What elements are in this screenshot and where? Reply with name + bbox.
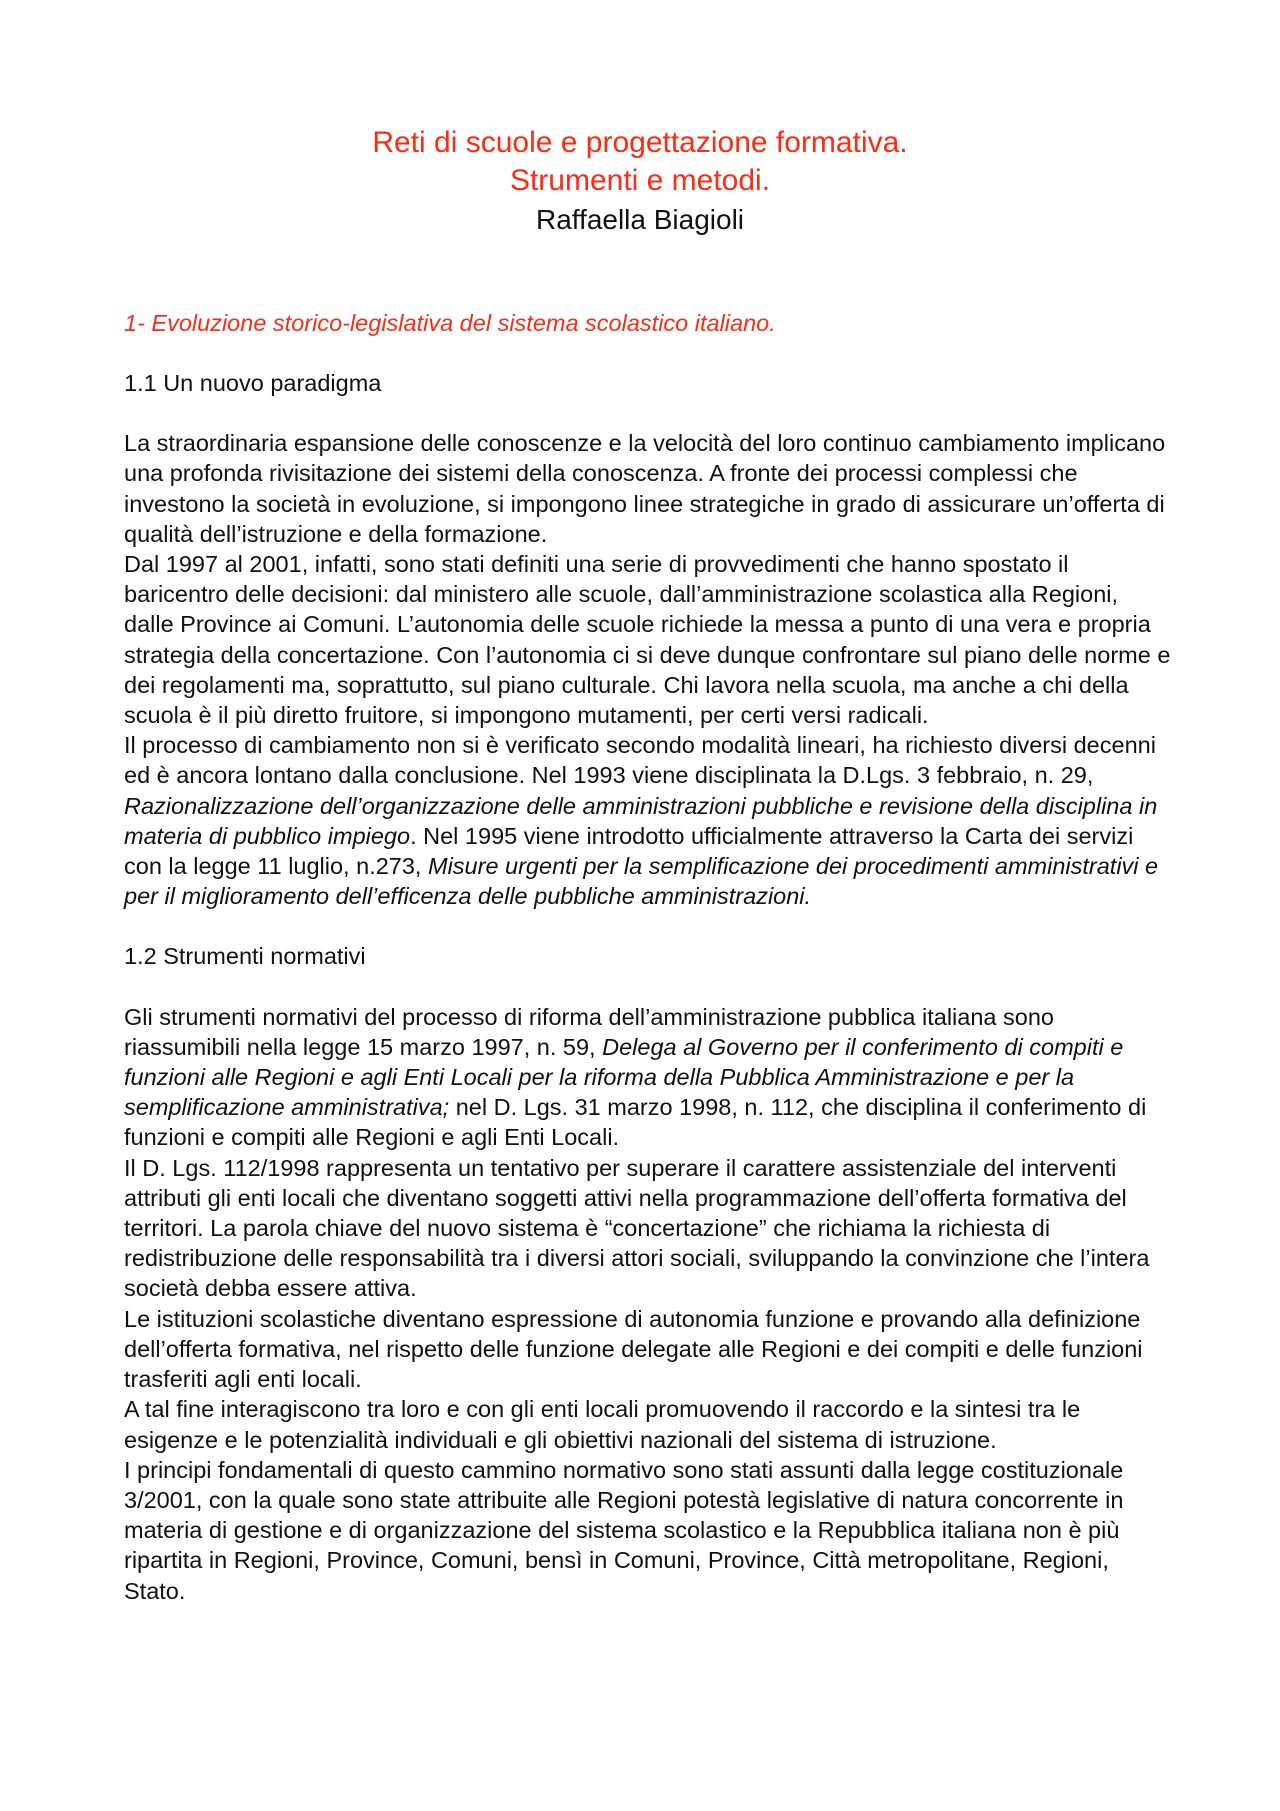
document-title-line-2: Strumenti e metodi. xyxy=(509,164,771,197)
paragraph-1-2-2: Il D. Lgs. 112/1998 rappresenta un tentativo per superare il carattere assistenziale del interventi attributi gli enti locali che diventano soggetti attivi nella programmazione dell’offerta formativa del territori. La parola chiave del nuovo sistema è “concertazione” che richiama la richiesta di redistribuzione delle responsabilità tra i diversi attori sociali, sviluppando la convinzione che l’intera società debba essere attiva. xyxy=(124,1154,1150,1302)
paragraph-1-2-4: A tal fine interagiscono tra loro e con gli enti locali promuovendo il raccordo e la sintesi tra le esigenze e le potenzialità individuali e gli obiettivi nazionali del sistema di istruzione. xyxy=(124,1396,1081,1453)
paragraph-1-1-2: Dal 1997 al 2001, infatti, sono stati definiti una serie di provvedimenti che hanno spostato il baricentro delle decisioni: dal ministero alle scuole, dall’amministrazione scolastica alla Regioni, dalle Province ai Comuni. L’autonomia delle scuole richiede la messa a punto di una vera e propria strategia della concertazione. Con l’autonomia ci si deve dunque confrontare sul piano delle norme e dei regolamenti ma, soprattutto, sul piano culturale. Chi lavora nella scuola, ma anche a chi della scuola è il più diretto fruitore, si impongono mutamenti, per certi versi radicali. xyxy=(124,551,1171,729)
paragraph-1-1-1: La straordinaria espansione delle conoscenze e la velocità del loro continuo cambiamento implicano una profonda rivisitazione dei sistemi della conoscenza. A fronte dei processi complessi che investono la società in evoluzione, si impongono linee strategiche in grado di assicurare un’offerta di qualità dell’istruzione e della formazione. xyxy=(124,430,1166,547)
paragraph-text: . Nel 1995 viene introdotto ufficialmente attraverso la Carta dei servizi con la legge 11 luglio, n.273, xyxy=(124,822,1134,880)
subsection-heading-1-2: 1.2 Strumenti normativi xyxy=(124,943,366,970)
law-title-italic: Razionalizzazione dell’organizzazione delle amministrazioni pubbliche e revisione della disciplina in materia di pubblico impiego xyxy=(124,792,1158,849)
author-name: Raffaella Biagioli xyxy=(535,204,745,235)
paragraph-1-2-3: Le istituzioni scolastiche diventano espressione di autonomia funzione e provando alla definizione dell’offerta formativa, nel rispetto delle funzione delegate alle Regioni e dei compiti e delle funzioni trasferiti agli enti locali. xyxy=(124,1305,1143,1393)
paragraph-text: Il processo di cambiamento non si è verificato secondo modalità lineari, ha richiesto diversi decenni ed è ancora lontano dalla conclusione. Nel 1993 viene disciplinata la D.Lgs. 3 febbraio, n. 29, xyxy=(124,732,1156,789)
paragraph-1-1-3 xyxy=(124,730,1174,911)
law-title-italic: Delega al Governo per il conferimento di compiti e funzioni alle Regioni e agli Enti Locali per la riforma della Pubblica Amministrazione e per la semplificazione amministrativa; xyxy=(124,1033,1124,1121)
title-block xyxy=(0,124,1280,240)
section-heading: 1- Evoluzione storico-legislativa del sistema scolastico italiano. xyxy=(124,310,776,336)
law-title-italic: Misure urgenti per la semplificazione dei procedimenti amministrativi e per il miglioramento dell’efficenza delle pubbliche amministrazioni. xyxy=(124,853,1159,910)
paragraph-1-2-1 xyxy=(124,1002,1174,1153)
document-body xyxy=(124,308,1174,1606)
paragraph-text: Gli strumenti normativi del processo di riforma dell’amministrazione pubblica italiana sono riassumibili nella legge 15 marzo 1997, n. 59, xyxy=(124,1003,1054,1060)
paragraph-1-2-5: I principi fondamentali di questo cammino normativo sono stati assunti dalla legge costituzionale 3/2001, con la quale sono state attribuite alle Regioni potestà legislative di natura concorrente in materia di gestione e di organizzazione del sistema scolastico e la Repubblica italiana non è più ripartita in Regioni, Province, Comuni, bensì in Comuni, Province, Città metropolitane, Regioni, Stato. xyxy=(124,1456,1124,1604)
paragraph-text: nel D. Lgs. 31 marzo 1998, n. 112, che disciplina il conferimento di funzioni e compiti alle Regioni e agli Enti Locali. xyxy=(124,1094,1147,1151)
document-title-line-1: Reti di scuole e progettazione formativa. xyxy=(372,126,908,159)
subsection-heading-1-1: 1.1 Un nuovo paradigma xyxy=(124,370,382,396)
